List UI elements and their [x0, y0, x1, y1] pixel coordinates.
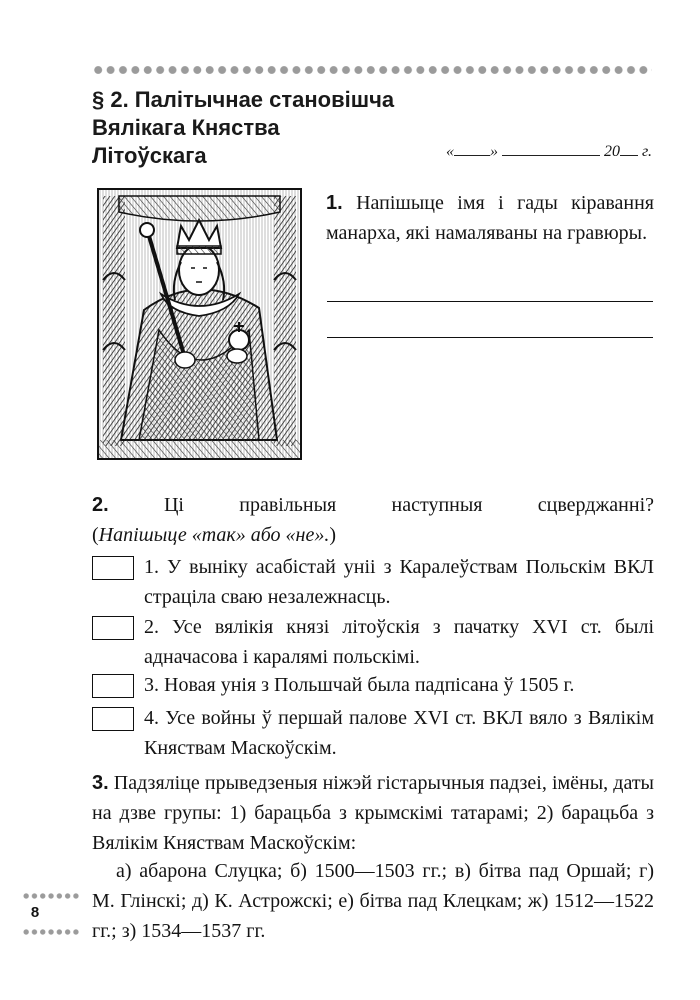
task-3 [92, 768, 654, 858]
date-field[interactable]: « » 20 г. [445, 143, 652, 160]
side-dotted-rule [22, 928, 80, 936]
task-number: 3. [92, 772, 109, 794]
task-text: Падзяліце прыведзеныя ніжэй гістарычныя падзеі, імёны, даты на дзве групы: 1) барацьба з крымскімі татарамі; 2) барацьба з Вялікім Княствам Маскоўскім: [92, 772, 654, 854]
statement-item [92, 703, 654, 763]
answer-box[interactable] [92, 707, 134, 731]
statement-text: 1. У выніку асабістай уніі з Каралеўствам Польскім ВКЛ страціла сваю незалежнасць. [144, 556, 654, 608]
top-dotted-rule [92, 64, 652, 76]
task-number: 1. [326, 192, 343, 214]
statement-text: 3. Новая унія з Польшчай была падпісана ў 1505 г. [144, 674, 575, 696]
task-2: 2. Ці правільныя наступныя сцверджанні? (Напішыце «так» або «не».) [92, 494, 655, 546]
statement-text: 4. Усе войны ў першай палове XVI ст. ВКЛ вяло з Вялікім Княствам Маскоўскім. [144, 707, 654, 759]
task-1 [326, 188, 654, 248]
answer-line[interactable] [327, 337, 653, 338]
section-title-line: Літоўскага [92, 143, 207, 168]
task-text: Ці правільныя наступныя сцверджанні? ( [92, 494, 655, 546]
answer-box[interactable] [92, 674, 134, 698]
answer-box[interactable] [92, 556, 134, 580]
statement-item [92, 552, 654, 612]
date-day-blank[interactable] [454, 142, 490, 156]
date-year-blank[interactable] [620, 142, 638, 156]
statement-text: 2. Усе вялікія князі літоўскія з пачатку XVI ст. былі адначасова і каралямі польскімі. [144, 616, 654, 668]
page-number: 8 [30, 904, 40, 921]
section-title [92, 86, 394, 170]
answer-line[interactable] [327, 301, 653, 302]
task-instruction: Напішыце «так» або «не». [98, 524, 330, 546]
task-text: Напішыце імя і гады кіравання манарха, які намаляваны на гравюры. [326, 192, 654, 244]
section-title-line: § 2. Палітычнае становішча [92, 87, 395, 112]
task-number: 2. [92, 494, 109, 516]
engraving-monarch-icon [97, 188, 302, 460]
side-dotted-rule [22, 892, 80, 900]
statement-item [92, 612, 654, 672]
date-month-blank[interactable] [502, 142, 600, 156]
task-3-options: а) абарона Слуцка; б) 1500—1503 гг.; в) бітва пад Оршай; г) М. Глінскі; д) К. Астрожскі; е) бітва пад Клецкам; ж) 1512—1522 гг.; з) 1534—1537 гг. [92, 860, 654, 942]
answer-box[interactable] [92, 616, 134, 640]
statement-item [92, 670, 654, 700]
section-title-line: Вялікага Княства [92, 115, 280, 140]
